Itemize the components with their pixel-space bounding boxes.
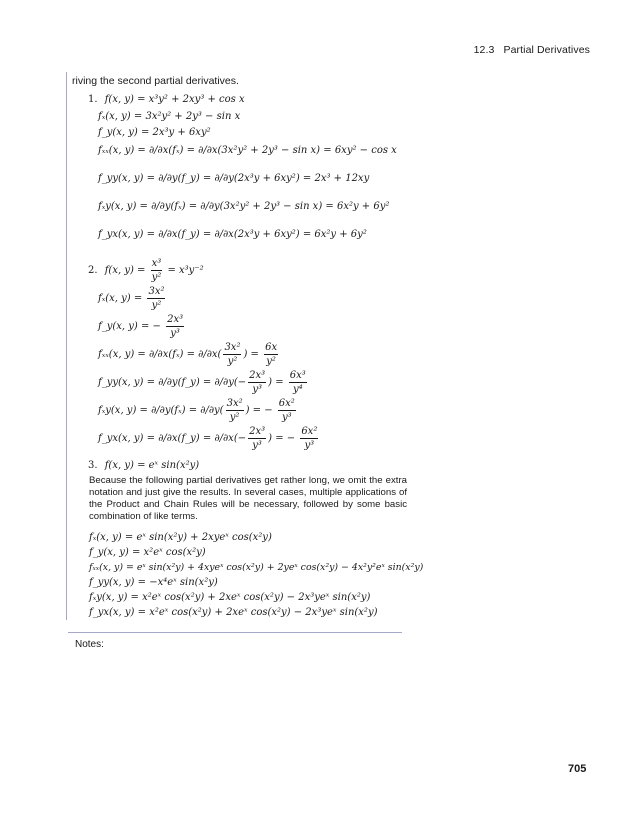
- notes-label: Notes:: [75, 639, 104, 650]
- p2-line-5: f_yx(x, y) = ∂/∂x(f_y) = ∂/∂x(− $\frac{\text{2x³}}{\text{y³}}$ ) = − $\frac{\text{6x²}}{\text{y³}}$: [98, 426, 318, 451]
- p3-line-3: f_yy(x, y) = −x⁴eˣ sin(x²y): [89, 577, 218, 588]
- p3-line-5: f_yx(x, y) = x²eˣ cos(x²y) + 2xeˣ cos(x²y) − 2x³yeˣ sin(x²y): [89, 607, 378, 618]
- p1-line-1: f_y(x, y) = 2x³y + 6xy²: [98, 127, 211, 138]
- p1-line-3: f_yy(x, y) = ∂/∂y(f_y) = ∂/∂y(2x³y + 6xy²) = 2x³ + 12xy: [98, 173, 370, 184]
- p3-line-0: fₓ(x, y) = eˣ sin(x²y) + 2xyeˣ cos(x²y): [89, 532, 272, 543]
- p2-line-0: fₓ(x, y) = $\frac{\text{3x²}}{\text{y²}}$: [98, 286, 165, 311]
- p3-line-4: fₓy(x, y) = x²eˣ cos(x²y) + 2xeˣ cos(x²y) − 2x³yeˣ sin(x²y): [89, 592, 371, 603]
- problem-3-definition: 3. f(x, y) = eˣ sin(x²y): [88, 460, 200, 471]
- problem-1-definition: 1. f(x, y) = x³y² + 2xy³ + cos x: [88, 94, 245, 105]
- problem-2-definition: 2. f(x, y) = $\frac{\text{x³}}{\text{y²}}$ = x³y⁻²: [88, 258, 204, 283]
- section-number: 12.3: [473, 44, 495, 56]
- section-divider: [68, 632, 402, 633]
- page-number: 705: [568, 763, 587, 775]
- p3-line-1: f_y(x, y) = x²eˣ cos(x²y): [89, 547, 206, 558]
- p2-line-2: fₓₓ(x, y) = ∂/∂x(fₓ) = ∂/∂x( $\frac{\text{3x²}}{\text{y²}}$ ) = $\frac{6x}{\text{y²}}$: [98, 342, 278, 367]
- p1-line-5: f_yx(x, y) = ∂/∂x(f_y) = ∂/∂x(2x³y + 6xy²) = 6x²y + 6y²: [98, 229, 367, 240]
- p1-line-4: fₓy(x, y) = ∂/∂y(fₓ) = ∂/∂y(3x²y² + 2y³ − sin x) = 6x²y + 6y²: [98, 201, 390, 212]
- p2-line-3: f_yy(x, y) = ∂/∂y(f_y) = ∂/∂y(− $\frac{\text{2x³}}{\text{y³}}$ ) = $\frac{\text{6x³}}{\text{y⁴}}$: [98, 370, 306, 395]
- p2-line-4: fₓy(x, y) = ∂/∂y(fₓ) = ∂/∂y( $\frac{\text{3x²}}{\text{y²}}$ ) = − $\frac{\text{6x²}}{\text{y³}}$: [98, 398, 295, 423]
- p1-line-2: fₓₓ(x, y) = ∂/∂x(fₓ) = ∂/∂x(3x²y² + 2y³ − sin x) = 6xy² − cos x: [98, 145, 397, 156]
- p3-line-2: fₓₓ(x, y) = eˣ sin(x²y) + 4xyeˣ cos(x²y) + 2yeˣ cos(x²y) − 4x²y²eˣ sin(x²y): [89, 562, 424, 573]
- running-head: [0, 44, 590, 56]
- p2-line-1: f_y(x, y) = − $\frac{\text{2x³}}{\text{y³}}$: [98, 314, 184, 339]
- p1-line-0: fₓ(x, y) = 3x²y² + 2y³ − sin x: [98, 111, 241, 122]
- intro-text: riving the second partial derivatives.: [72, 75, 239, 87]
- section-title: Partial Derivatives: [503, 44, 590, 56]
- problem-3-explanation: Because the following partial derivatives get rather long, we omit the extra notation and just give the results. In several cases, multiple applications of the Product and Chain Rules will be necessary, followed by some basic combination of like terms.: [89, 475, 407, 522]
